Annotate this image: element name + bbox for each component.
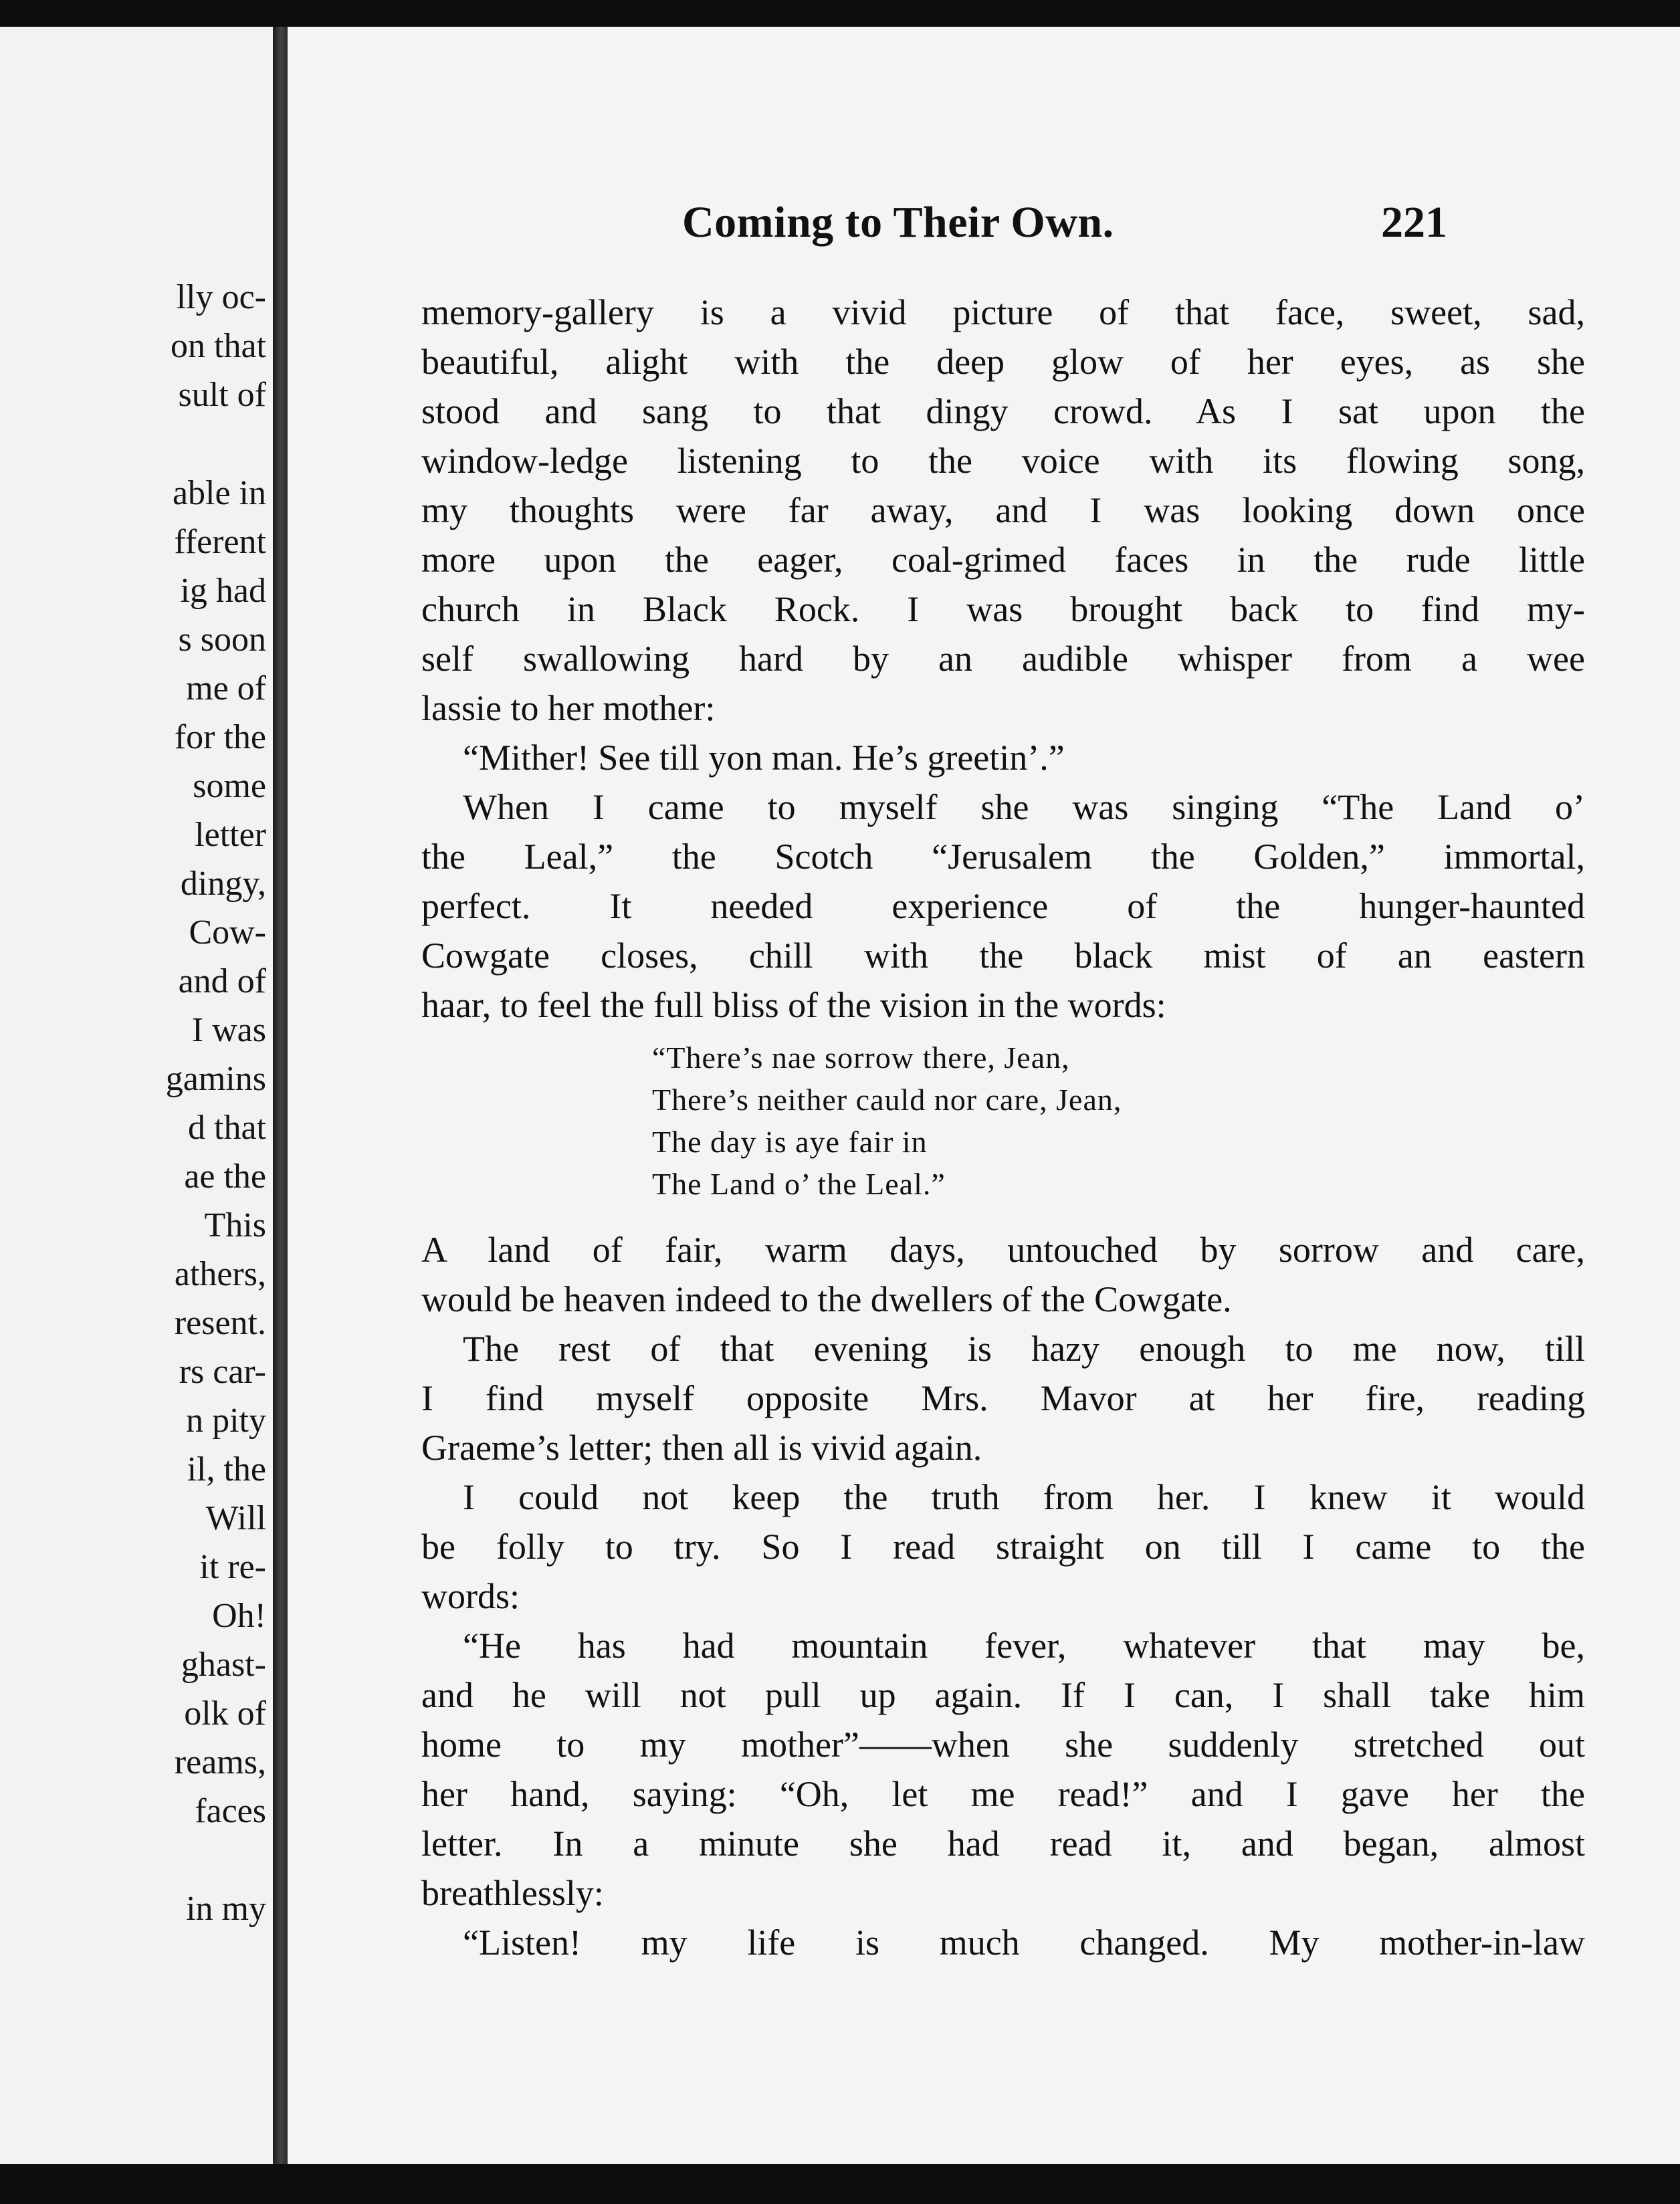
scan-bottom-border: [0, 2164, 1680, 2204]
text-line: haar, to feel the full bliss of the vision in the words:: [421, 985, 1166, 1025]
left-line: ae the: [184, 1158, 266, 1196]
left-line: for the: [174, 718, 266, 756]
text-line: Graeme’s letter; then all is vivid again.: [421, 1428, 982, 1468]
text-line: letter. In a minute she had read it, and began, almost: [421, 1824, 1585, 1864]
left-line: n pity: [186, 1402, 266, 1440]
left-line: d that: [188, 1109, 266, 1147]
left-line: on that: [171, 327, 266, 365]
dialogue-line: “Mither! See till yon man. He’s greetin’.”: [463, 738, 1065, 778]
text-line: stood and sang to that dingy crowd. As I sat upon the: [421, 391, 1585, 431]
text-line: home to my mother”——when she suddenly stretched out: [421, 1725, 1585, 1765]
left-line: and of: [178, 962, 266, 1000]
left-line: olk of: [184, 1694, 266, 1733]
text-line: “He has had mountain fever, whatever that may be,: [463, 1626, 1585, 1666]
text-line: perfect. It needed experience of the hunger-haunted: [421, 886, 1585, 926]
left-line: letter: [195, 816, 266, 854]
text-line: memory-gallery is a vivid picture of that face, sweet, sad,: [421, 292, 1585, 332]
verse-line: The Land o’ the Leal.”: [652, 1167, 946, 1201]
left-line: rs car-: [179, 1353, 266, 1391]
left-line: This: [204, 1206, 266, 1244]
text-line: would be heaven indeed to the dwellers of the Cowgate.: [421, 1279, 1232, 1319]
left-line: il, the: [187, 1450, 266, 1489]
text-line: A land of fair, warm days, untouched by sorrow and care,: [421, 1230, 1585, 1270]
right-page: [288, 27, 1680, 2167]
verse-line: “There’s nae sorrow there, Jean,: [652, 1040, 1070, 1075]
left-line: me of: [186, 669, 266, 707]
text-line: the Leal,” the Scotch “Jerusalem the Golden,” immortal,: [421, 837, 1585, 877]
text-line: self swallowing hard by an audible whisper from a wee: [421, 639, 1585, 679]
text-line: church in Black Rock. I was brought back to find my-: [421, 589, 1585, 629]
left-line: some: [193, 767, 266, 805]
text-line: Cowgate closes, chill with the black mist of an eastern: [421, 935, 1585, 976]
left-line: gamins: [165, 1060, 266, 1098]
text-line: words:: [421, 1576, 520, 1616]
text-line: When I came to myself she was singing “The Land o’: [463, 787, 1585, 827]
running-header-title: Coming to Their Own.: [682, 198, 1114, 247]
left-line: Cow-: [189, 913, 266, 952]
left-line: lly oc-: [176, 278, 266, 316]
left-line: able in: [172, 474, 266, 512]
left-line: athers,: [174, 1255, 266, 1293]
text-line: The rest of that evening is hazy enough to me now, till: [463, 1329, 1585, 1369]
left-line: sult of: [178, 376, 266, 414]
verse-line: There’s neither cauld nor care, Jean,: [652, 1083, 1122, 1117]
left-line: it re-: [199, 1548, 266, 1586]
text-line: my thoughts were far away, and I was looking down once: [421, 490, 1585, 530]
page-number: 221: [1381, 198, 1447, 247]
text-line: and he will not pull up again. If I can, I shall take him: [421, 1675, 1585, 1715]
left-line: s soon: [178, 621, 266, 659]
verse-line: The day is aye fair in: [652, 1125, 928, 1159]
left-line: Will: [205, 1499, 266, 1537]
left-line: resent.: [174, 1304, 266, 1342]
text-line: lassie to her mother:: [421, 688, 716, 728]
text-line: be folly to try. So I read straight on till I came to the: [421, 1527, 1585, 1567]
text-line: her hand, saying: “Oh, let me read!” and I gave her the: [421, 1774, 1585, 1814]
text-line: more upon the eager, coal-grimed faces in the rude little: [421, 540, 1585, 580]
left-line: in my: [186, 1890, 266, 1928]
left-line: I was: [191, 1011, 266, 1049]
left-line: ghast-: [181, 1646, 266, 1684]
left-line: ig had: [180, 572, 266, 610]
text-line: “Listen! my life is much changed. My mother-in-law: [463, 1922, 1585, 1963]
left-line: dingy,: [180, 865, 266, 903]
left-line: faces: [195, 1792, 266, 1830]
text-line: I could not keep the truth from her. I knew it would: [463, 1477, 1585, 1517]
left-line: fferent: [174, 523, 266, 561]
left-line: Oh!: [212, 1597, 266, 1635]
text-line: breathlessly:: [421, 1873, 604, 1913]
text-line: window-ledge listening to the voice with its flowing song,: [421, 441, 1585, 481]
text-line: beautiful, alight with the deep glow of her eyes, as she: [421, 342, 1585, 382]
text-line: I find myself opposite Mrs. Mavor at her fire, reading: [421, 1378, 1585, 1418]
left-page: [0, 27, 273, 2167]
left-line: reams,: [174, 1743, 266, 1781]
